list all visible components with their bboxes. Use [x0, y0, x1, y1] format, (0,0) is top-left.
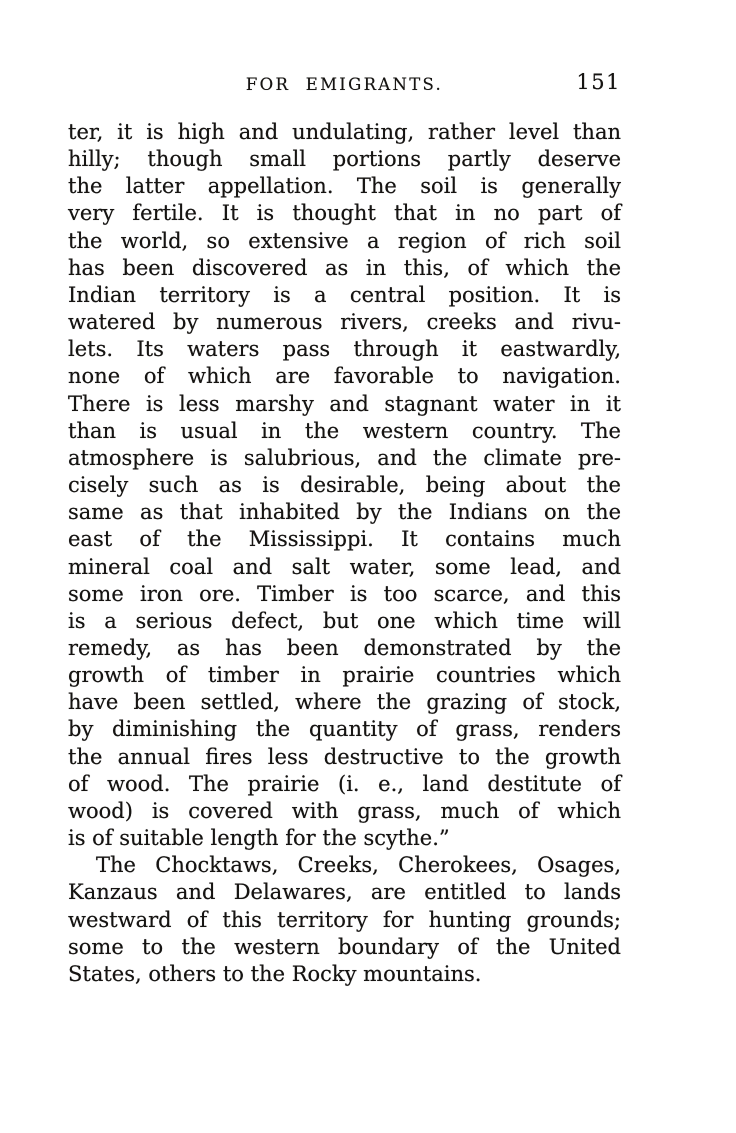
- text-line: wood) is covered with grass, much of which: [68, 798, 621, 823]
- text-line: is a serious defect, but one which time will: [68, 608, 621, 633]
- text-line: cisely such as is desirable, being about the: [68, 473, 621, 498]
- text-line: has been discovered as in this, of which the: [68, 255, 621, 280]
- text-line: States, others to the Rocky mountains.: [68, 961, 482, 986]
- text-line: ter, it is high and undulating, rather level than: [68, 120, 621, 144]
- text-line: mineral coal and salt water, some lead, and: [68, 554, 621, 579]
- text-line: atmosphere is salubrious, and the climate pre-: [68, 445, 621, 470]
- page-header: [68, 72, 621, 98]
- text-line: east of the Mississippi. It contains much: [68, 527, 621, 552]
- text-line: have been settled, where the grazing of stock,: [68, 690, 621, 715]
- text-line: the annual fires less destructive to the growth: [68, 744, 621, 769]
- text-line: the latter appellation. The soil is generally: [68, 174, 621, 199]
- paragraph-1: [68, 119, 621, 852]
- running-title: FOR EMIGRANTS.: [245, 75, 444, 94]
- text-line: remedy, as has been demonstrated by the: [68, 635, 621, 660]
- paragraph-2: [68, 852, 621, 988]
- text-line: none of which are favorable to navigation.: [68, 364, 621, 389]
- text-column: [68, 72, 621, 988]
- text-line: growth of timber in prairie countries which: [68, 663, 621, 688]
- text-line: The Chocktaws, Creeks, Cherokees, Osages,: [96, 853, 621, 878]
- text-line: watered by numerous rivers, creeks and rivu-: [68, 310, 621, 335]
- text-line: by diminishing the quantity of grass, renders: [68, 717, 621, 742]
- text-line: There is less marshy and stagnant water in it: [68, 391, 621, 416]
- text-line: than is usual in the western country. The: [68, 418, 621, 443]
- page-number: 151: [576, 70, 621, 94]
- text-line: the world, so extensive a region of rich soil: [68, 228, 621, 253]
- text-line: some iron ore. Timber is too scarce, and this: [68, 581, 621, 606]
- text-line: Kanzaus and Delawares, are entitled to lands: [68, 880, 621, 905]
- text-line: some to the western boundary of the United: [68, 934, 621, 959]
- text-line: Indian territory is a central position. It is: [68, 282, 621, 307]
- text-line: of wood. The prairie (i. e., land destitute of: [68, 771, 621, 796]
- page-body: [68, 119, 621, 988]
- text-line: is of suitable length for the scythe.”: [68, 826, 450, 851]
- text-line: same as that inhabited by the Indians on the: [68, 500, 621, 525]
- text-line: hilly; though small portions partly deserve: [68, 147, 621, 172]
- text-line: westward of this territory for hunting grounds;: [68, 907, 621, 932]
- text-line: very fertile. It is thought that in no part of: [68, 201, 621, 226]
- text-line: lets. Its waters pass through it eastwardly,: [68, 337, 621, 362]
